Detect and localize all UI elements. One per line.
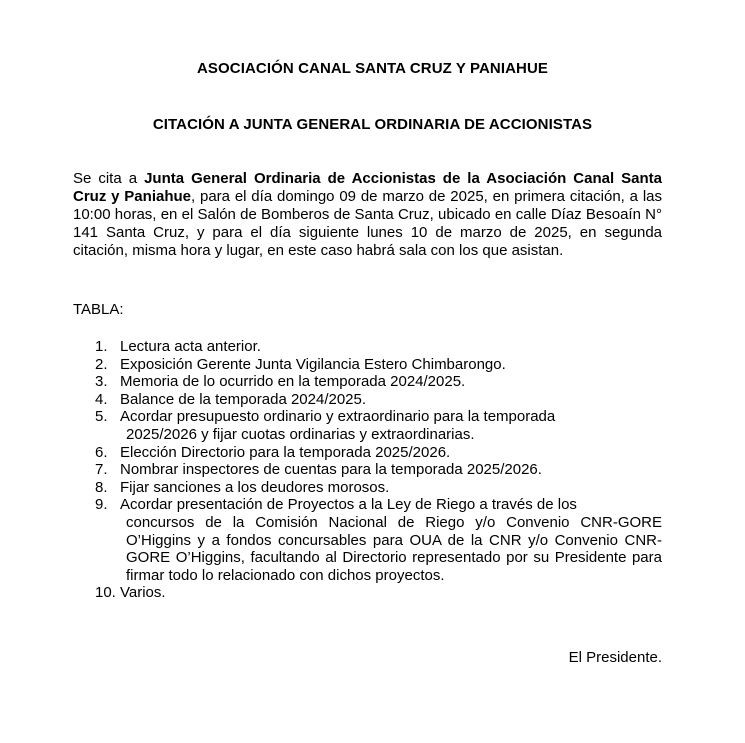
organization-title: ASOCIACIÓN CANAL SANTA CRUZ Y PANIAHUE bbox=[196, 60, 549, 77]
agenda-item-number: 7. bbox=[95, 461, 108, 479]
intro-bold-text: Junta General Ordinaria de Accionistas de la Asociación Canal Santa Cruz y Paniahue bbox=[73, 170, 662, 205]
agenda-item bbox=[95, 444, 662, 462]
agenda-item bbox=[95, 408, 662, 443]
agenda-item-text: Elección Directorio para la temporada 2025/2026. bbox=[120, 443, 451, 461]
agenda-item-number: 9. bbox=[95, 496, 108, 514]
agenda-item-number: 4. bbox=[95, 390, 108, 408]
intro-paragraph bbox=[73, 170, 662, 260]
intro-text-start: Se cita a bbox=[73, 170, 145, 187]
agenda-item bbox=[95, 391, 662, 409]
agenda-item-number: 10. bbox=[95, 584, 116, 602]
agenda-item-text-continued: 2025/2026 y fijar cuotas ordinarias y extraordinarias. bbox=[126, 425, 475, 443]
agenda-item-number: 2. bbox=[95, 355, 108, 373]
agenda-item-text: Fijar sanciones a los deudores morosos. bbox=[120, 478, 390, 496]
agenda-item-text: Nombrar inspectores de cuentas para la temporada 2025/2026. bbox=[120, 461, 542, 479]
agenda-item-number: 1. bbox=[95, 338, 108, 355]
intro-text-rest: , para el día domingo 09 de marzo de 2025, en primera citación, a las 10:00 horas, en el Salón de Bomberos de Santa Cruz, ubicado en calle Díaz Besoaín N° 141 Santa Cruz, y para el día siguiente lunes 10 de marzo de 2025, en segunda citación, misma hora y lugar, en este caso habrá sala con los que asistan. bbox=[73, 188, 662, 259]
agenda-item-text-continued: concursos de la Comisión Nacional de Riego y/o Convenio CNR-GORE O’Higgins y a fondos concursables para OUA de la CNR y/o Convenio CNR-GORE O’Higgins, facultando al Directorio representado por su Presidente para firmar todo lo relacionado con dichos proyectos. bbox=[126, 513, 662, 584]
agenda-item bbox=[95, 356, 662, 374]
agenda-item-text: Lectura acta anterior. bbox=[120, 338, 261, 355]
agenda-item-number: 8. bbox=[95, 478, 108, 496]
agenda-item-text: Exposición Gerente Junta Vigilancia Estero Chimbarongo. bbox=[120, 355, 506, 373]
agenda-item-text: Balance de la temporada 2024/2025. bbox=[120, 390, 367, 408]
agenda-item bbox=[95, 338, 662, 356]
agenda-item-text: Acordar presentación de Proyectos a la Ley de Riego a través de los bbox=[120, 496, 577, 514]
document-title: CITACIÓN A JUNTA GENERAL ORDINARIA DE ACCIONISTAS bbox=[152, 116, 593, 133]
agenda-list bbox=[95, 338, 662, 602]
agenda-item-text: Varios. bbox=[120, 584, 166, 602]
agenda-item bbox=[95, 496, 662, 584]
agenda-item-number: 3. bbox=[95, 373, 108, 391]
agenda-item-text: Memoria de lo ocurrido en la temporada 2024/2025. bbox=[120, 373, 466, 391]
agenda-item bbox=[95, 479, 662, 497]
agenda-item-number: 6. bbox=[95, 443, 108, 461]
agenda-item-number: 5. bbox=[95, 408, 108, 426]
agenda-item-text: Acordar presupuesto ordinario y extraordinario para la temporada bbox=[120, 408, 556, 426]
agenda-label: TABLA: bbox=[73, 301, 124, 318]
agenda-item bbox=[95, 461, 662, 479]
agenda-item bbox=[95, 584, 662, 602]
agenda-item bbox=[95, 373, 662, 391]
signature: El Presidente. bbox=[568, 649, 662, 666]
